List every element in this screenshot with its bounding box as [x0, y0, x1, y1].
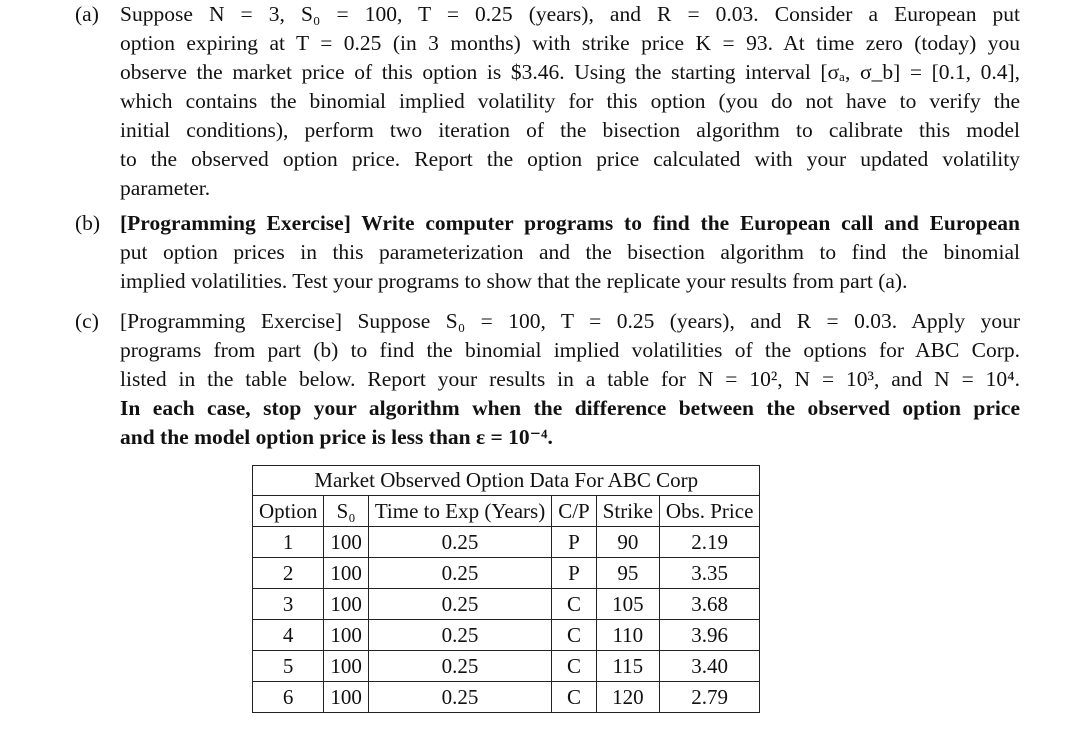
part-a-line: Suppose N = 3, S₀ = 100, T = 0.25 (years), and R = 0.03. Consider a European put — [120, 2, 1020, 26]
table-header-row — [253, 496, 760, 527]
table-cell: 6 — [253, 682, 324, 713]
table-cell: 105 — [596, 589, 659, 620]
table-row — [253, 651, 760, 682]
table-cell: 0.25 — [368, 651, 551, 682]
table-cell: 3 — [253, 589, 324, 620]
table-cell: 100 — [324, 589, 369, 620]
table-cell: P — [552, 558, 597, 589]
table-cell: 3.40 — [659, 651, 760, 682]
table-cell: 0.25 — [368, 527, 551, 558]
table-cell: 2.19 — [659, 527, 760, 558]
part-c-line: [Programming Exercise] Suppose S₀ = 100, T = 0.25 (years), and R = 0.03. Apply your — [120, 309, 1020, 333]
table-row — [253, 589, 760, 620]
table-cell: 95 — [596, 558, 659, 589]
table-cell: 115 — [596, 651, 659, 682]
part-b-line: put option prices in this parameterization and the bisection algorithm to find the binomial — [120, 240, 1020, 264]
table-caption-row — [253, 466, 760, 496]
part-c-text — [120, 307, 1020, 452]
table-cell: C — [552, 589, 597, 620]
table-cell: P — [552, 527, 597, 558]
part-c-label: (c) — [75, 309, 99, 333]
table-cell: 0.25 — [368, 558, 551, 589]
table-cell: C — [552, 620, 597, 651]
table-cell: 3.96 — [659, 620, 760, 651]
part-a — [75, 0, 1020, 203]
table-header: S₀ — [324, 496, 369, 527]
part-b-line: implied volatilities. Test your programs to show that the replicate your results from part (a). — [120, 269, 908, 293]
part-c-line — [120, 394, 1020, 423]
table-row — [253, 558, 760, 589]
option-data-table — [252, 465, 760, 713]
part-c-line — [120, 423, 1020, 452]
table-cell: 100 — [324, 651, 369, 682]
table-cell: 5 — [253, 651, 324, 682]
table-cell: 1 — [253, 527, 324, 558]
part-a-text — [120, 0, 1020, 203]
part-c — [75, 307, 1020, 452]
table-header: Option — [253, 496, 324, 527]
part-b-line — [120, 209, 1020, 238]
table-caption: Market Observed Option Data For ABC Corp — [253, 466, 760, 496]
part-b — [75, 209, 1020, 296]
table-cell: 3.35 — [659, 558, 760, 589]
part-b-text — [120, 209, 1020, 296]
table-cell: 100 — [324, 620, 369, 651]
table-cell: 90 — [596, 527, 659, 558]
table-cell: 0.25 — [368, 682, 551, 713]
part-c-line-bold: In each case, stop your algorithm when the difference between the observed option price — [120, 396, 1020, 420]
part-a-line: which contains the binomial implied volatility for this option (you do not have to verify the — [120, 89, 1020, 113]
table-cell: 100 — [324, 558, 369, 589]
table-header: Obs. Price — [659, 496, 760, 527]
part-a-label: (a) — [75, 2, 99, 26]
table-cell: 4 — [253, 620, 324, 651]
part-a-line: parameter. — [120, 176, 211, 200]
table-cell: 100 — [324, 527, 369, 558]
table-header: Strike — [596, 496, 659, 527]
part-a-line: initial conditions), perform two iteration of the bisection algorithm to calibrate this model — [120, 118, 1020, 142]
part-b-line-bold: [Programming Exercise] Write computer programs to find the European call and European — [120, 211, 1020, 235]
table-cell: 120 — [596, 682, 659, 713]
table-cell: 2 — [253, 558, 324, 589]
table-header: C/P — [552, 496, 597, 527]
table-cell: C — [552, 682, 597, 713]
table-row — [253, 527, 760, 558]
part-c-line: programs from part (b) to find the binomial implied volatilities of the options for ABC Corp. — [120, 338, 1020, 362]
table-cell: 110 — [596, 620, 659, 651]
part-a-line: option expiring at T = 0.25 (in 3 months) with strike price K = 93. At time zero (today) you — [120, 31, 1020, 55]
table-cell: 3.68 — [659, 589, 760, 620]
part-c-line: listed in the table below. Report your results in a table for N = 10², N = 10³, and N = 10⁴. — [120, 367, 1020, 391]
table-cell: 0.25 — [368, 620, 551, 651]
table-cell: 2.79 — [659, 682, 760, 713]
table-cell: C — [552, 651, 597, 682]
part-a-line: observe the market price of this option is $3.46. Using the starting interval [σₐ, σ_b] = [0.1, 0.4], — [120, 60, 1020, 84]
table-row — [253, 620, 760, 651]
table-row — [253, 682, 760, 713]
table-cell: 0.25 — [368, 589, 551, 620]
table-cell: 100 — [324, 682, 369, 713]
table-header: Time to Exp (Years) — [368, 496, 551, 527]
part-a-line: to the observed option price. Report the option price calculated with your updated volatility — [120, 147, 1020, 171]
part-b-label: (b) — [75, 211, 101, 235]
part-c-line-bold: and the model option price is less than ε = 10⁻⁴. — [120, 425, 553, 449]
